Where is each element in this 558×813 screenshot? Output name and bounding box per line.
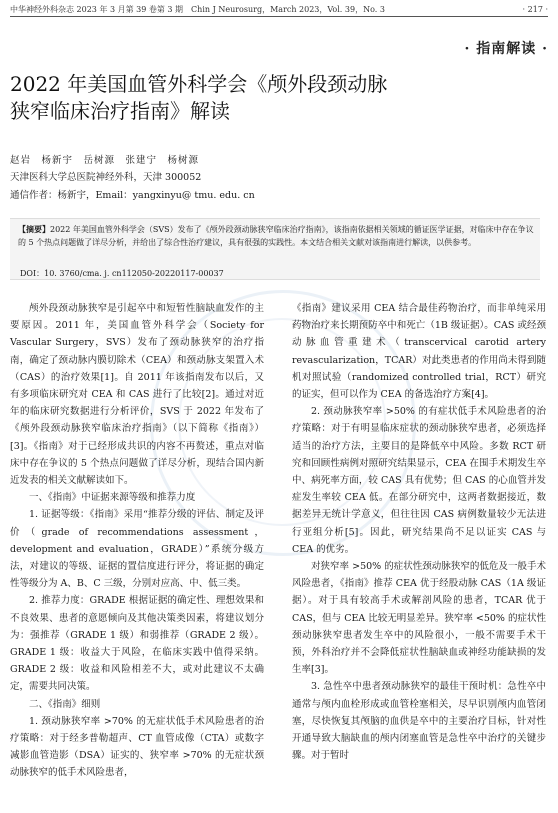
paragraph: 《指南》建议采用 CEA 结合最佳药物治疗，而非单纯采用药物治疗来长期预防卒中和死亡（1B 级证据）。CAS 或经颈动脉血管重建术（transcervical carotid artery revascularization，TCAR）对此类患者的作用尚未得到随机对照试验（randomized controlled trial，RCT）研究的证实，但可以作为 CEA 的备选治疗方案[4]。 bbox=[292, 303, 546, 401]
paragraph: 3. 急性卒中患者颈动脉狭窄的最佳干预时机：急性卒中通常与颅内血栓形成或血管栓塞相关，尽早识别颅内血管闭塞，尽快恢复其颅脑的血供是卒中的主要治疗目标，针对性开通导致大脑缺血的颅内闭塞血管是急性卒中治疗的关键步骤。对于暂时 bbox=[292, 681, 546, 762]
authors: 赵岩 杨新宇 岳树源 张建宁 杨树源 bbox=[10, 155, 200, 166]
paragraph: 颅外段颈动脉狭窄是引起卒中和短暂性脑缺血发作的主要原因。2011 年，美国血管外科学会（Society for Vascular Surgery，SVS）发布了颈动脉狭窄的治疗指南，确定了颈动脉内膜切除术（CEA）和颈动脉支架置入术（CAS）的治疗效果[1]。自 2011 年该指南发布以后，又有多项临床研究对 CEA 和 CAS 进行了比较[2]。通过对近年的临床研究数据进行分析评价，SVS 于 2022 年发布了《颅外段颈动脉狭窄临床治疗指南》（以下简称《指南》）[3]。《指南》对于已经形成共识的内容不再赘述，重点对临床中存在争议的 5 个热点问题做了详尽分析，现结合国内新近发表的相关文献解读如下。 bbox=[10, 303, 264, 487]
abstract-text: 2022 年美国血管外科学会（SVS）发布了《颅外段颈动脉狭窄临床治疗指南》，该指南依据相关领域的循证医学证据，对临床中存在争议的 5 个热点问题做了详尽分析，并给出了综合性治疗建议，具有很强的实践性。本文结合相关文献对该指南进行解读，以供参考。 bbox=[18, 225, 534, 247]
title-line-1: 2022 年美国血管外科学会《颅外段颈动脉 bbox=[10, 72, 388, 96]
journal-line: 中华神经外科杂志 2023 年 3 月第 39 卷第 3 期 Chin J Neurosurg，March 2023，Vol. 39，No. 3 bbox=[10, 5, 385, 14]
title-line-2: 狭窄临床治疗指南》解读 bbox=[10, 99, 230, 123]
paragraph: 1. 证据等级：《指南》采用“推荐分级的评估、制定及评价（grade of recommendations assessment，development and evaluation，GRADE）”系统分级方法，对建议的等级、证据的置信度进行评分，将证据的确定性等级分为 A、B、C 三级，分别对应高、中、低三类。 bbox=[10, 509, 264, 590]
paragraph: 2. 颈动脉狭窄率 >50% 的有症状低手术风险患者的治疗策略：对于有明显临床症状的颈动脉狭窄患者，必须选择适当的治疗方法，主要目的是降低卒中风险。多数 RCT 研究和回顾性病例对照研究结果显示，CEA 在围手术期发生卒中、病死率方面，较 CAS 具有优势；但 CAS 的心血管并发症发生率较 CEA 低。在部分研究中，这两者数据接近，数据差异无统计学意义，但往往因 CAS 病例数量较少无法进行亚组分析[5]。因此，研究结果尚不足以证实 CAS 与 CEA 的优劣。 bbox=[292, 406, 546, 555]
paragraph: 对狭窄率 >50% 的症状性颈动脉狭窄的低危及一般手术风险患者，《指南》推荐 CEA 优于经股动脉 CAS（1A 级证据）。对于具有较高手术或解剖风险的患者，TCAR 优于 CAS，但与 CEA 比较无明显差异。狭窄率 <50% 的症状性颈动脉狭窄患者发生卒中的风险很小，一般不需要手术干预，外科治疗并不会降低症状性脑缺血或神经功能缺损的发生率[3]。 bbox=[292, 561, 546, 676]
header-rule bbox=[10, 16, 548, 17]
section-heading: 二、《指南》细则 bbox=[29, 698, 101, 710]
right-column bbox=[292, 300, 546, 764]
affiliation: 天津医科大学总医院神经外科，天津 300052 bbox=[10, 172, 202, 183]
running-header bbox=[10, 4, 548, 15]
doi: DOI：10. 3760/cma. j. cn112050-20220117-00037 bbox=[20, 269, 224, 278]
left-column bbox=[10, 300, 264, 782]
correspondence: 通信作者：杨新宇，Email：yangxinyu@ tmu. edu. cn bbox=[10, 190, 255, 201]
paragraph: 2. 推荐力度：GRADE 根据证据的确定性、理想效果和不良效果、患者的意愿倾向及其他决策类因素，将建议划分为：强推荐（GRADE 1 级）和弱推荐（GRADE 2 级）。GRADE 1 级：收益大于风险，在临床实践中值得采纳。GRADE 2 级：收益和风险相差不大，或对此建议不太确定，需要共同决策。 bbox=[10, 595, 264, 693]
paragraph: 1. 颈动脉狭窄率 >70% 的无症状低手术风险患者的治疗策略：对于经多普勒超声、CT 血管成像（CTA）或数字减影血管造影（DSA）证实的、狭窄率 >70% 的无症状颈动脉狭窄的低手术风险患者， bbox=[10, 715, 264, 779]
abstract-label: 【摘要】 bbox=[18, 224, 50, 234]
section-heading: 一、《指南》中证据来源等级和推荐力度 bbox=[29, 492, 196, 504]
column-label: · 指南解读 · bbox=[464, 41, 548, 57]
article-title bbox=[10, 71, 530, 125]
page-number: · 217 · bbox=[522, 5, 548, 14]
